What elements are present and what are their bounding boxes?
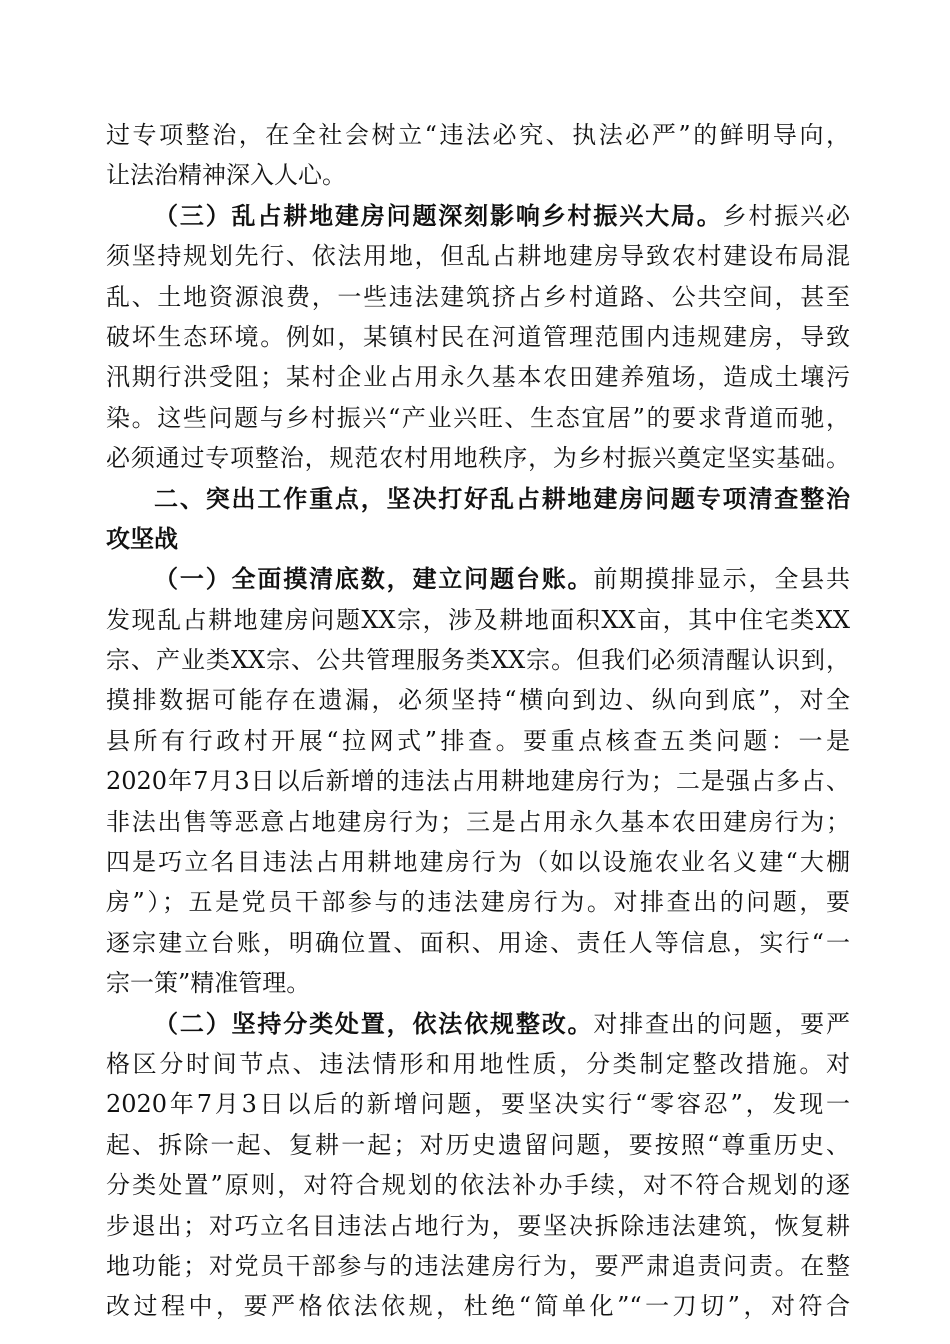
heading-text: （二）坚持分类处置，依法依规整改。 <box>154 1008 594 1038</box>
paragraph-line <box>106 1286 850 1326</box>
body-text: 地功能；对党员干部参与的违法建房行为，要严肃追责问责。在整 <box>106 1251 850 1280</box>
body-text: 2020年7月3日以后的新增问题，要坚决实行“零容忍”，发现一 <box>106 1090 850 1119</box>
body-text: 染。这些问题与乡村振兴“产业兴旺、生态宜居”的要求背道而驰， <box>106 403 850 432</box>
body-text: 房”）；五是党员干部参与的违法建房行为。对排查出的问题，要 <box>106 888 850 917</box>
body-text: 乡村振兴必 <box>722 201 850 230</box>
body-text: 摸排数据可能存在遗漏，必须坚持“横向到边、纵向到底”，对全 <box>106 686 850 715</box>
paragraph-line <box>106 479 850 519</box>
heading-text: （一）全面摸清底数，建立问题台账。 <box>154 564 594 594</box>
paragraph-line <box>106 115 850 155</box>
paragraph-line <box>106 236 850 276</box>
body-text: 乱、土地资源浪费，一些违法建筑挤占乡村道路、公共空间，甚至 <box>106 282 850 311</box>
paragraph-line <box>106 600 850 640</box>
body-text: 破坏生态环境。例如，某镇村民在河道管理范围内违规建房，导致 <box>106 322 850 351</box>
paragraph-line <box>106 640 850 680</box>
paragraph-line <box>106 721 850 761</box>
paragraph-line <box>106 519 850 559</box>
paragraph-line <box>106 438 850 478</box>
body-text: 2020年7月3日以后新增的违法占用耕地建房行为；二是强占多占、 <box>106 767 850 796</box>
body-text: 改过程中，要严格依法依规，杜绝“简单化”“一刀切”，对符合 <box>106 1292 850 1321</box>
heading-text: 二、突出工作重点，坚决打好乱占耕地建房问题专项清查整治 <box>154 483 850 513</box>
body-text: 必须通过专项整治，规范农村用地秩序，为乡村振兴奠定坚实基础。 <box>106 444 850 473</box>
paragraph-line <box>106 196 850 236</box>
paragraph-line <box>106 277 850 317</box>
body-text: 四是巧立名目违法占用耕地建房行为（如以设施农业名义建“大棚 <box>106 848 850 877</box>
body-text: 须坚持规划先行、依法用地，但乱占耕地建房导致农村建设布局混 <box>106 242 850 271</box>
body-text: 逐宗建立台账，明确位置、面积、用途、责任人等信息，实行“一 <box>106 928 850 957</box>
paragraph-line <box>106 559 850 599</box>
body-text: 分类处置”原则，对符合规划的依法补办手续，对不符合规划的逐 <box>106 1171 850 1200</box>
body-text: 起、拆除一起、复耕一起；对历史遗留问题，要按照“尊重历史、 <box>106 1130 850 1159</box>
body-text: 前期摸排显示，全县共 <box>593 565 850 594</box>
paragraph-line <box>106 1206 850 1246</box>
body-text: 宗一策”精准管理。 <box>106 969 311 998</box>
body-text: 宗、产业类XX宗、公共管理服务类XX宗。但我们必须清醒认识到， <box>106 646 850 675</box>
body-text: 对排查出的问题，要严 <box>593 1009 850 1038</box>
paragraph-line <box>106 1084 850 1124</box>
paragraph-line <box>106 802 850 842</box>
paragraph-line <box>106 1004 850 1044</box>
paragraph-line <box>106 155 850 195</box>
paragraph-line <box>106 357 850 397</box>
paragraph-line <box>106 1044 850 1084</box>
paragraph-line <box>106 1165 850 1205</box>
paragraph-line <box>106 882 850 922</box>
paragraph-line <box>106 1125 850 1165</box>
heading-text: （三）乱占耕地建房问题深刻影响乡村振兴大局。 <box>154 200 723 230</box>
document-body <box>106 115 850 1327</box>
paragraph-line <box>106 923 850 963</box>
body-text: 过专项整治，在全社会树立“违法必究、执法必严”的鲜明导向， <box>106 121 850 149</box>
paragraph-line <box>106 398 850 438</box>
body-text: 格区分时间节点、违法情形和用地性质，分类制定整改措施。对 <box>106 1049 850 1078</box>
paragraph-line <box>106 680 850 720</box>
body-text: 让法治精神深入人心。 <box>106 161 346 190</box>
body-text: 汛期行洪受阻；某村企业占用永久基本农田建养殖场，造成土壤污 <box>106 363 850 392</box>
body-text: 步退出；对巧立名目违法占地行为，要坚决拆除违法建筑，恢复耕 <box>106 1211 850 1240</box>
body-text: 非法出售等恶意占地建房行为；三是占用永久基本农田建房行为； <box>106 807 850 836</box>
paragraph-line <box>106 963 850 1003</box>
paragraph-line <box>106 761 850 801</box>
heading-text: 攻坚战 <box>106 523 178 553</box>
paragraph-line <box>106 842 850 882</box>
paragraph-line <box>106 1246 850 1286</box>
paragraph-line <box>106 317 850 357</box>
body-text: 发现乱占耕地建房问题XX宗，涉及耕地面积XX亩，其中住宅类XX <box>106 605 850 634</box>
body-text: 县所有行政村开展“拉网式”排查。要重点核查五类问题：一是 <box>106 726 850 755</box>
